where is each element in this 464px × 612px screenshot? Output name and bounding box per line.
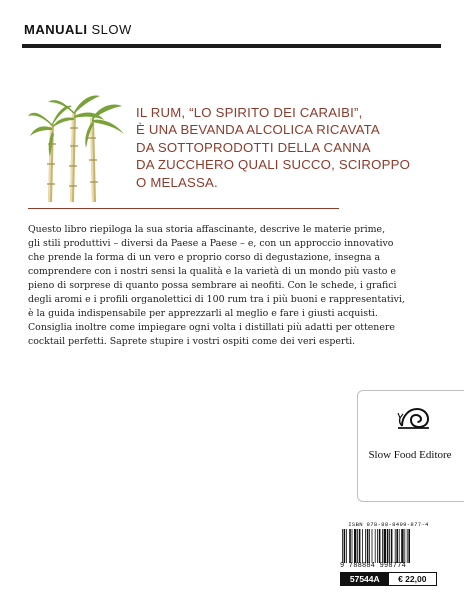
product-code: 57544A: [341, 573, 389, 585]
blurb-line: che prende la forma di un vero e proprio corso di degustazione, insegna a: [28, 252, 381, 264]
barcode-block: [340, 521, 437, 587]
series-brand-bold: MANUALI: [24, 22, 88, 37]
price-code-row: [340, 572, 437, 586]
headline-line: O MELASSA.: [136, 174, 218, 190]
blurb-line: pieno di sorprese di quanto possa sembrare ai neofiti. Con le schede, i grafici: [28, 280, 397, 292]
blurb-line: comprendere con i nostri sensi la qualità e la varietà di un mondo più vasto e: [28, 266, 396, 278]
top-rule: [22, 44, 441, 48]
publisher-name: Slow Food Editore: [368, 449, 452, 461]
blurb-line: degli aromi e i profili organolettici di 100 rum tra i più buoni e rappresentativi,: [28, 294, 405, 306]
isbn-text: ISBN 978-88-8499-877-4: [348, 521, 429, 528]
headline-line: DA ZUCCHERO QUALI SUCCO, SCIROPPO: [136, 157, 411, 173]
blurb: [28, 223, 405, 349]
headline-line: È UNA BEVANDA ALCOLICA RICAVATA: [136, 122, 380, 138]
blurb-line: gli stili produttivi – diversi da Paese a Paese – e, con un approccio innovativo: [28, 238, 394, 250]
blurb-line: Questo libro riepiloga la sua storia affascinante, descrive le materie prime,: [28, 224, 386, 235]
publisher-card: [357, 390, 464, 502]
headline-line: IL RUM, “LO SPIRITO DEI CARAIBI”,: [136, 105, 363, 120]
series-brand-light: SLOW: [91, 22, 132, 37]
blurb-line: è la guida indispensabile per apprezzarli al meglio e fare i giusti acquisti.: [28, 308, 378, 320]
barcode-bars: [340, 529, 437, 563]
series-label: [24, 22, 132, 37]
headline-line: DA SOTTOPRODOTTI DELLA CANNA: [136, 139, 371, 155]
blurb-line: cocktail perfetti. Saprete stupire i vostri ospiti come dei veri esperti.: [28, 336, 356, 348]
headline: [136, 104, 441, 191]
snail-icon: [396, 399, 432, 435]
divider: [28, 208, 339, 209]
sugar-cane-icon: [28, 94, 126, 204]
price: € 22,00: [389, 573, 437, 585]
barcode-digits: 9 788884 998774: [340, 562, 407, 570]
blurb-line: Consiglia inoltre come impiegare ogni volta i distillati più adatti per ottenere: [28, 322, 395, 334]
